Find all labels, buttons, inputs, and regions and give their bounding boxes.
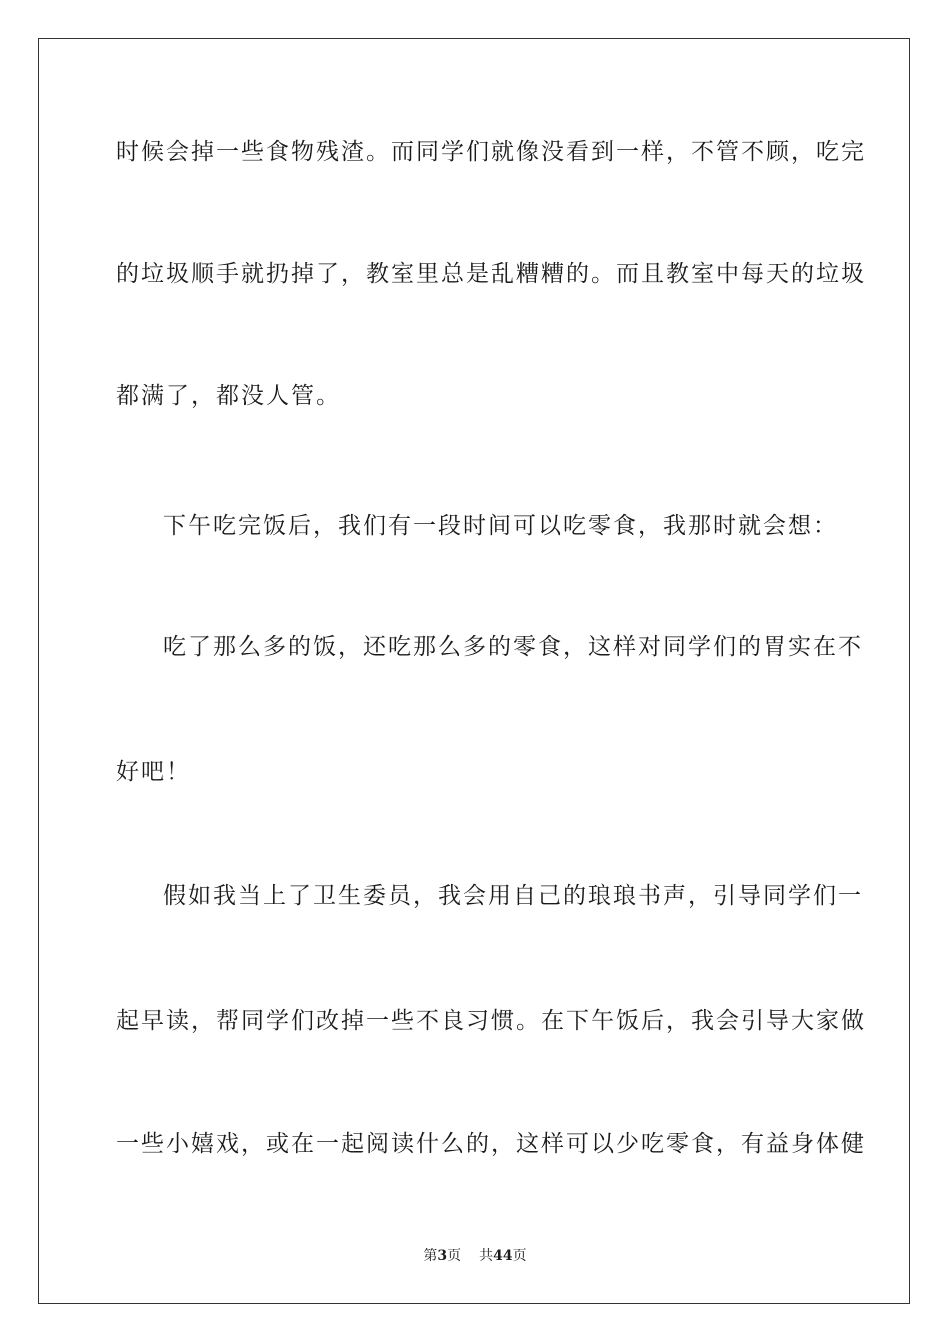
paragraph-start-line: 吃了那么多的饭，还吃那么多的零食，这样对同学们的胃实在不 xyxy=(163,634,863,660)
page-suffix: 页 xyxy=(447,1248,462,1264)
text-line: 的垃圾顺手就扔掉了，教室里总是乱糟糟的。而且教室中每天的垃圾 xyxy=(116,261,866,287)
paragraph-start-line: 下午吃完饭后，我们有一段时间可以吃零食，我那时就会想： xyxy=(163,513,838,539)
text-line: 起早读，帮同学们改掉一些不良习惯。在下午饭后，我会引导大家做 xyxy=(116,1008,866,1034)
text-line: 时候会掉一些食物残渣。而同学们就像没看到一样，不管不顾，吃完 xyxy=(116,139,866,165)
page-border xyxy=(38,38,910,1304)
text-line: 一些小嬉戏，或在一起阅读什么的，这样可以少吃零食，有益身体健 xyxy=(116,1131,866,1157)
text-line: 好吧！ xyxy=(116,759,191,785)
text-line: 都满了，都没人管。 xyxy=(116,383,341,409)
page-footer xyxy=(0,1246,950,1266)
page-number: 3 xyxy=(437,1248,448,1264)
page-prefix: 第 xyxy=(423,1248,438,1264)
total-pages: 44 xyxy=(493,1248,513,1264)
total-prefix: 共 xyxy=(479,1248,494,1264)
paragraph-start-line: 假如我当上了卫生委员，我会用自己的琅琅书声，引导同学们一 xyxy=(163,883,863,909)
total-suffix: 页 xyxy=(512,1248,527,1264)
